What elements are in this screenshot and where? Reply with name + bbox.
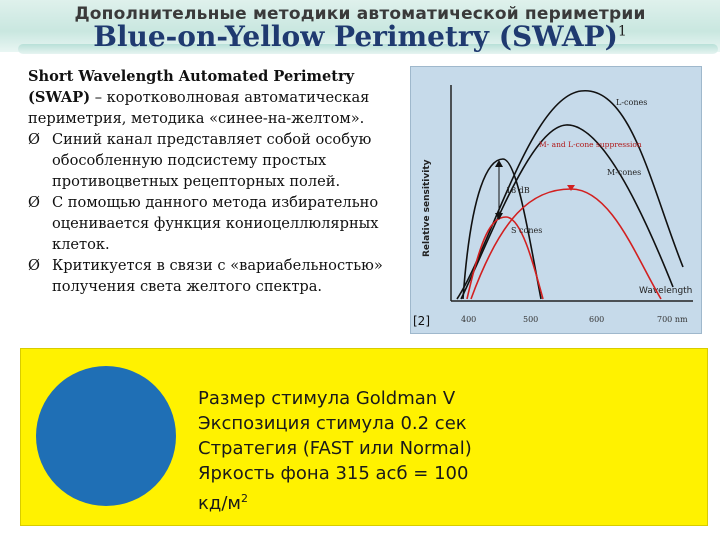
graph-svg <box>411 67 701 333</box>
slide-subtitle: Дополнительные методики автоматической периметрии <box>74 4 646 24</box>
suppression-label: M- and L-cone suppression <box>539 140 642 149</box>
title-footnote: 1 <box>617 23 627 40</box>
intro-rest: – коротковолновая автоматическая периметрия, методика «синее-на-желтом». <box>28 89 370 127</box>
stimulus-strategy: Стратегия (FAST или Normal) <box>198 438 472 459</box>
description-text <box>28 66 406 297</box>
y-axis-label: Relative sensitivity <box>422 159 432 257</box>
red-marker-icon <box>567 185 575 191</box>
unit-superscript: 2 <box>240 492 248 505</box>
intro-bold: Short Wavelength Automated Perimetry (SWAP) <box>28 68 355 106</box>
spectral-sensitivity-graph <box>410 66 702 334</box>
bullet-item <box>28 255 406 297</box>
x-tick-label: 600 <box>589 315 605 324</box>
stimulus-parameters <box>198 386 698 516</box>
bullet-text: С помощью данного метода избирательно оценивается функция кониоцеллюлярных клеток. <box>52 194 379 253</box>
x-axis-label: Wavelength <box>639 286 693 296</box>
stimulus-exposure: Экспозиция стимула 0.2 сек <box>198 413 467 434</box>
stimulus-size: Размер стимула Goldman V <box>198 388 456 409</box>
s-cones-label: S cones <box>511 226 543 235</box>
bullet-arrow-icon: Ø <box>28 131 40 148</box>
intro-paragraph <box>28 66 406 129</box>
bullet-text: Синий канал представляет собой особую обособленную подсистему простых противоцветных рецепторных полей. <box>52 131 372 190</box>
unit-text: кд/м <box>198 493 241 514</box>
title-text: Blue-on-Yellow Perimetry (SWAP) <box>93 20 618 53</box>
bullet-item <box>28 192 406 255</box>
brightness-unit <box>198 486 698 516</box>
blue-stimulus-circle <box>36 366 176 506</box>
bullet-text: Критикуется в связи с «вариабельностью» получения света желтого спектра. <box>52 257 383 295</box>
m-cones-label: M-cones <box>607 168 642 177</box>
bullet-arrow-icon: Ø <box>28 257 40 274</box>
l-cones-label: L-cones <box>616 98 648 107</box>
background-brightness: Яркость фона 315 асб = 100 <box>198 463 469 484</box>
db-label: 18 dB <box>506 186 530 195</box>
bullet-arrow-icon: Ø <box>28 194 40 211</box>
slide-title <box>0 20 720 53</box>
l-cone-curve <box>457 91 683 299</box>
x-tick-label: 700 nm <box>657 315 688 324</box>
x-tick-label: 400 <box>461 315 477 324</box>
x-tick-label: 500 <box>523 315 539 324</box>
graph-reference: [2] <box>413 314 430 328</box>
bullet-item <box>28 129 406 192</box>
